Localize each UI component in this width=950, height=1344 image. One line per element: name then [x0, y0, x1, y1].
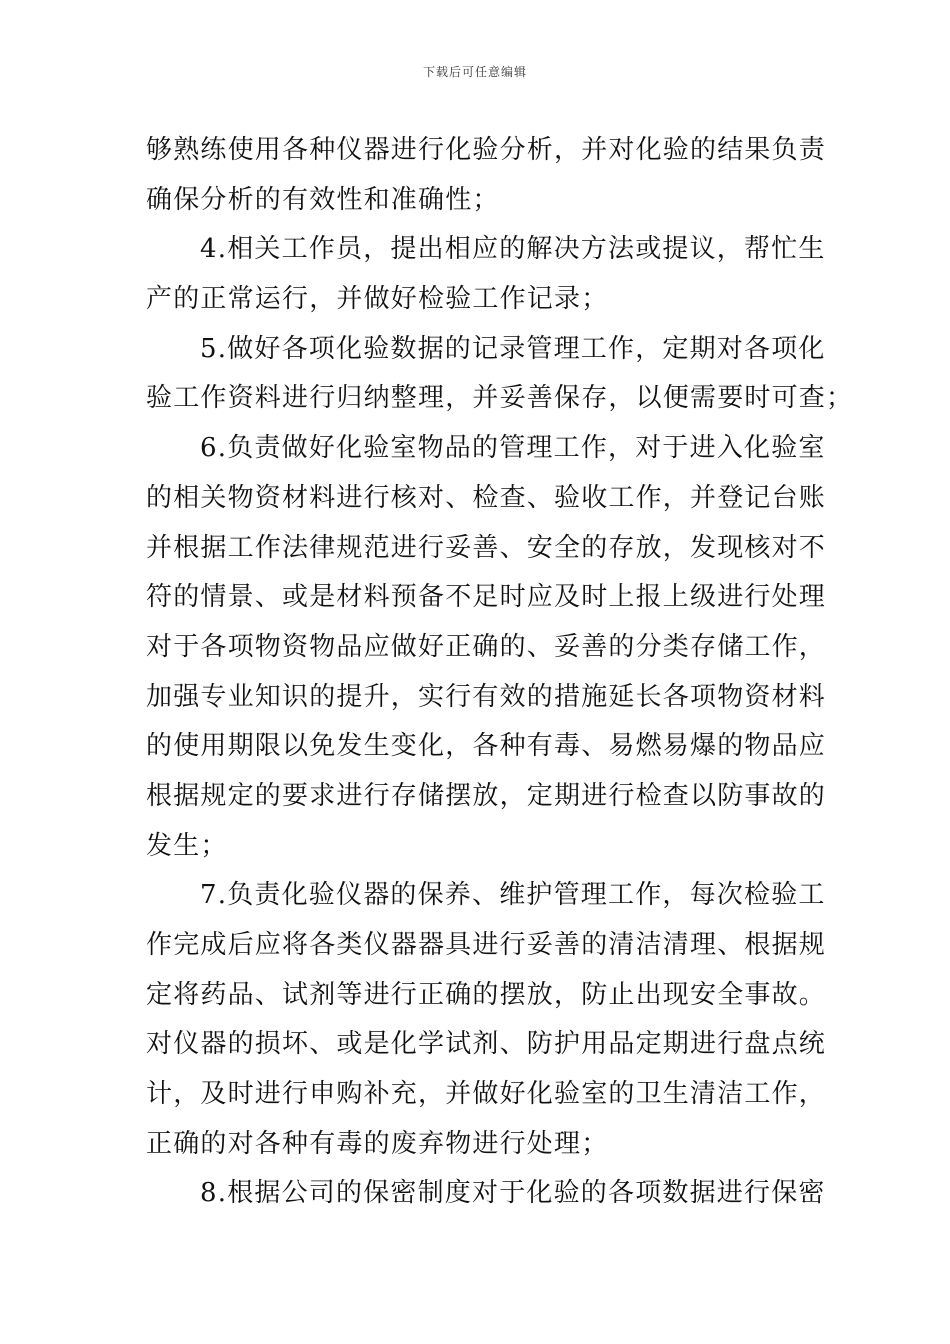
body-text	[146, 126, 854, 1219]
text-line: 6.负责做好化验室物品的管理工作，对于进入化验室	[200, 433, 826, 464]
text-line: 产的正常运行，并做好检验工作记录；	[146, 284, 609, 315]
text-line: 5.做好各项化验数据的记录管理工作，定期对各项化	[200, 333, 826, 364]
text-line: 8.根据公司的保密制度对于化验的各项数据进行保密	[200, 1178, 826, 1209]
text-line: 加强专业知识的提升，实行有效的措施延长各项物资材料	[146, 681, 827, 712]
text-line: 确保分析的有效性和准确性；	[146, 184, 500, 215]
text-line: 的相关物资材料进行核对、检查、验收工作，并登记台账	[146, 482, 827, 513]
text-line: 对于各项物资物品应做好正确的、妥善的分类存储工作，	[146, 631, 827, 662]
text-line: 对仪器的损坏、或是化学试剂、防护用品定期进行盘点统	[146, 1029, 827, 1060]
text-line: 的使用期限以免发生变化，各种有毒、易燃易爆的物品应	[146, 731, 827, 762]
text-line: 符的情景、或是材料预备不足时应及时上报上级进行处理	[146, 582, 827, 613]
text-line: 并根据工作法律规范进行妥善、安全的存放，发现核对不	[146, 532, 827, 563]
text-line: 7.负责化验仪器的保养、维护管理工作，每次检验工	[200, 880, 826, 911]
text-line: 正确的对各种有毒的废弃物进行处理；	[146, 1128, 609, 1159]
text-line: 4.相关工作员，提出相应的解决方法或提议，帮忙生	[200, 234, 826, 265]
text-line: 够熟练使用各种仪器进行化验分析，并对化验的结果负责	[146, 135, 827, 165]
text-line: 定将药品、试剂等进行正确的摆放，防止出现安全事故。	[146, 979, 827, 1010]
page-header: 下载后可任意编辑	[422, 65, 527, 79]
text-line: 发生；	[146, 830, 228, 861]
text-line: 根据规定的要求进行存储摆放，定期进行检查以防事故的	[146, 780, 827, 811]
text-line: 验工作资料进行归纳整理，并妥善保存，以便需要时可查；	[146, 383, 854, 414]
text-line: 计，及时进行申购补充，并做好化验室的卫生清洁工作，	[146, 1079, 827, 1110]
text-line: 作完成后应将各类仪器器具进行妥善的清洁清理、根据规	[146, 930, 827, 960]
